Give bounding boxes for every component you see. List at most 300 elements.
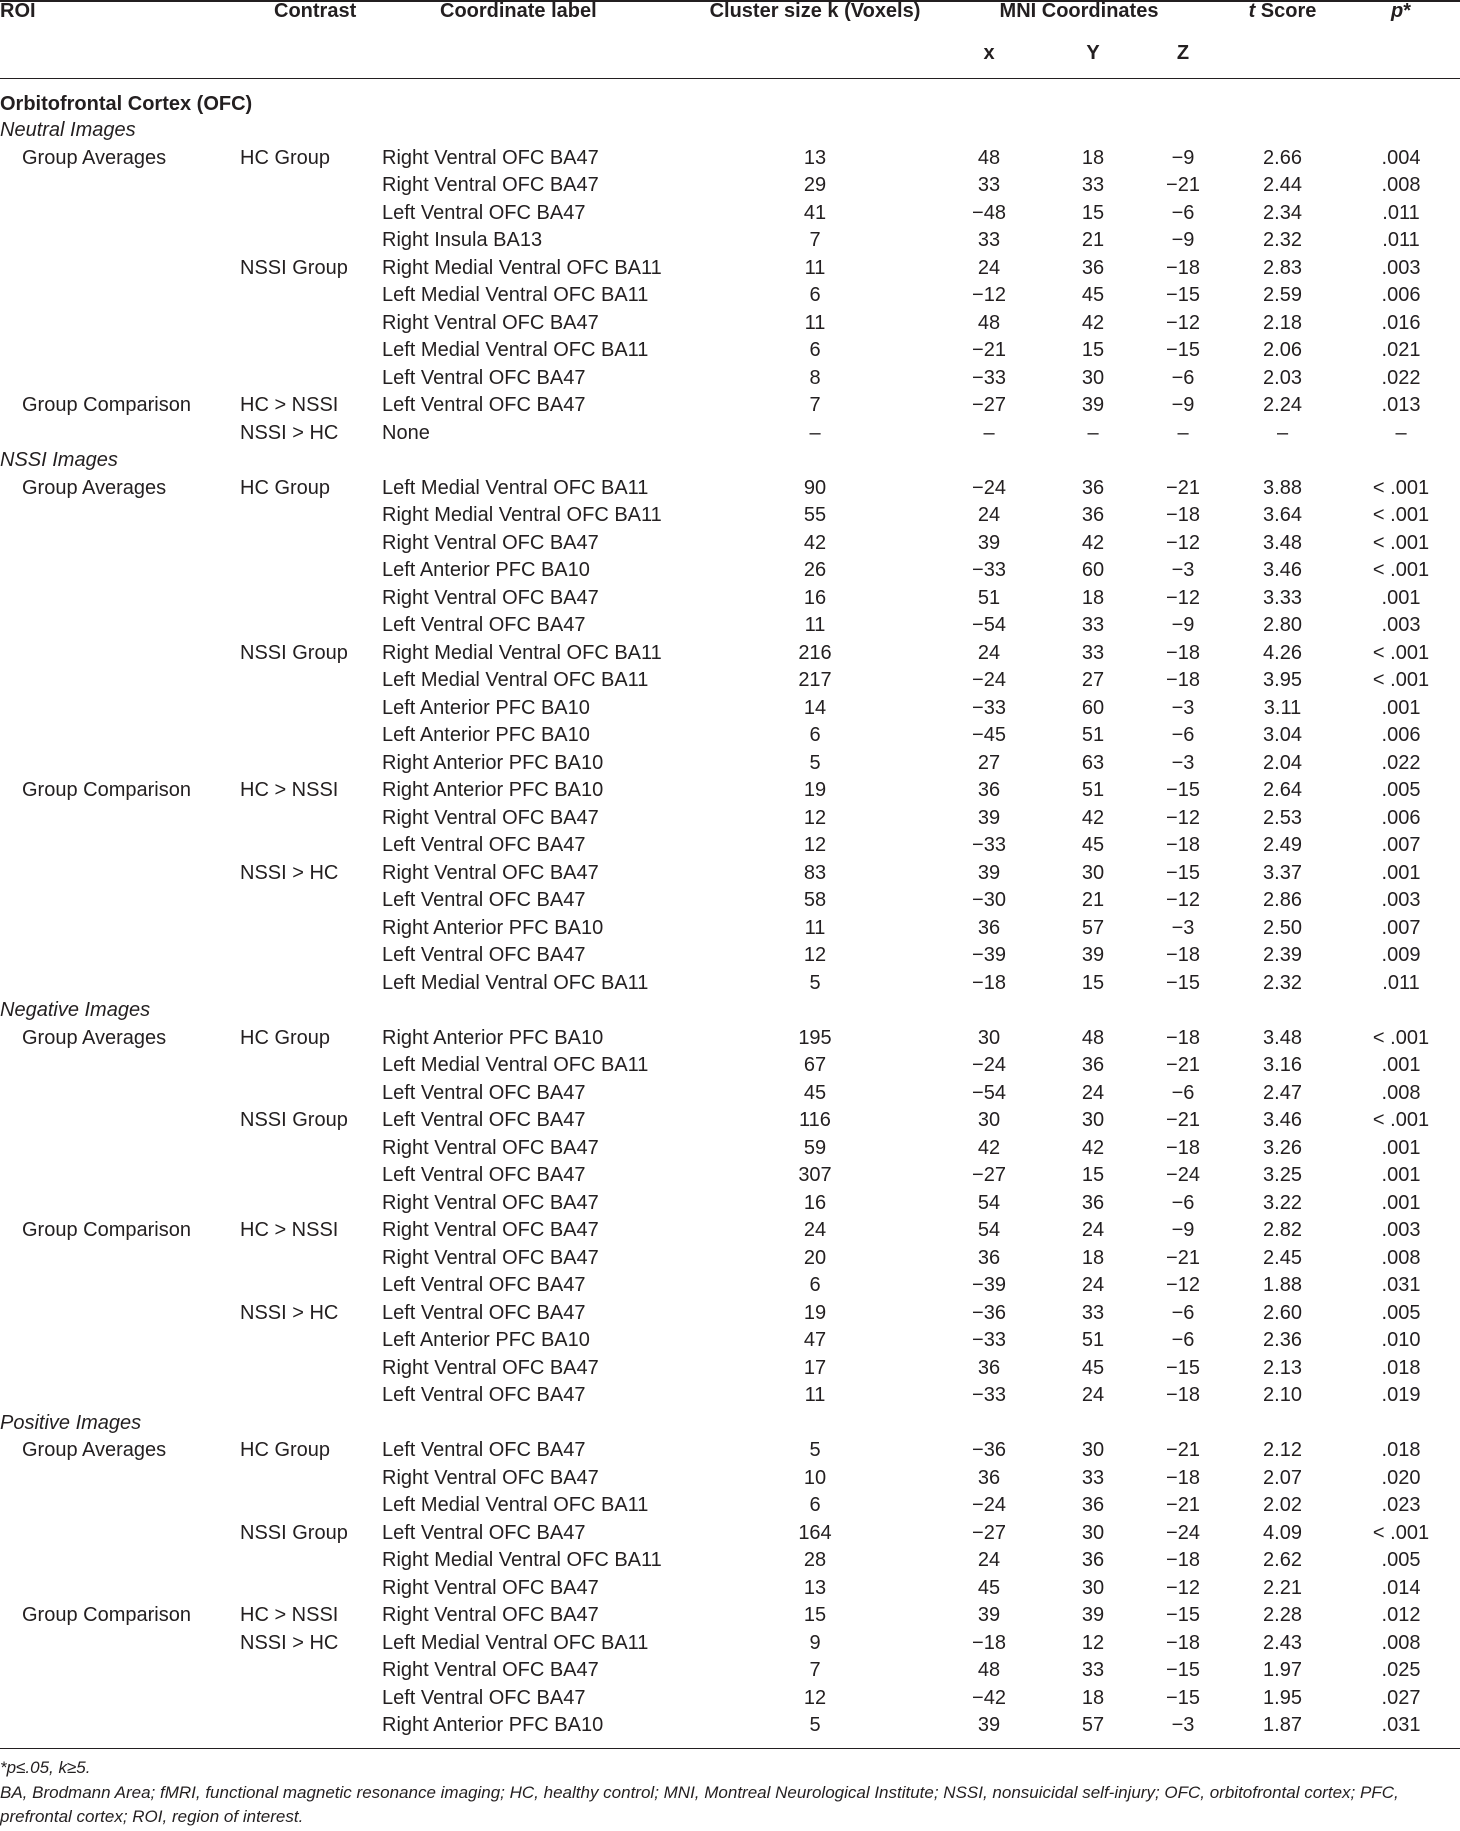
subsection-row bbox=[0, 117, 1460, 145]
cell-mni-z: −9 bbox=[1171, 394, 1195, 416]
cell-cluster-size: 90 bbox=[803, 476, 827, 499]
cell-t-score: 2.24 bbox=[1263, 394, 1302, 416]
cell-cluster-size: 217 bbox=[798, 669, 832, 691]
cell-coordinate-label: Left Anterior PFC BA10 bbox=[382, 696, 590, 719]
cell-mni-y: 36 bbox=[1081, 504, 1105, 526]
cell-mni-y: 15 bbox=[1081, 971, 1105, 994]
cell-roi bbox=[0, 282, 232, 310]
table-row bbox=[0, 310, 1460, 338]
cell-coordinate-label: Left Anterior PFC BA10 bbox=[382, 1329, 590, 1351]
cell-t-score: 2.13 bbox=[1263, 1356, 1302, 1379]
cell-mni-x: −24 bbox=[972, 1054, 1006, 1076]
cell-contrast bbox=[232, 282, 382, 310]
cell-contrast: NSSI Group bbox=[240, 256, 348, 279]
cell-mni-x: −36 bbox=[972, 1439, 1006, 1461]
cell-mni-z: −18 bbox=[1166, 1136, 1200, 1159]
table-row bbox=[0, 1712, 1460, 1740]
cell-mni-z: −15 bbox=[1166, 779, 1200, 801]
cell-mni-y: 63 bbox=[1081, 751, 1105, 774]
table-row bbox=[0, 1355, 1460, 1383]
cell-roi bbox=[0, 832, 232, 860]
cell-p-value: .005 bbox=[1381, 1549, 1421, 1571]
col-header-z: Z bbox=[1176, 42, 1190, 64]
table-row bbox=[0, 942, 1460, 970]
table-row bbox=[0, 337, 1460, 365]
p-symbol: p bbox=[1390, 0, 1404, 22]
cell-coordinate-label: Left Medial Ventral OFC BA11 bbox=[382, 476, 649, 499]
cell-coordinate-label: Left Ventral OFC BA47 bbox=[382, 1521, 586, 1544]
subheader-row bbox=[0, 42, 1460, 79]
cell-t-score: 3.04 bbox=[1263, 724, 1302, 746]
cell-t-score: 3.25 bbox=[1263, 1164, 1302, 1186]
table-row bbox=[0, 1245, 1460, 1273]
col-header-t-score bbox=[1223, 0, 1342, 42]
cell-roi bbox=[0, 1492, 232, 1520]
cell-roi bbox=[0, 860, 232, 888]
cell-roi: Group Averages bbox=[22, 146, 167, 169]
cell-mni-z: −9 bbox=[1171, 1219, 1195, 1241]
cell-roi bbox=[0, 1520, 232, 1548]
cell-coordinate-label: Right Ventral OFC BA47 bbox=[382, 806, 599, 829]
cell-mni-y: 30 bbox=[1081, 366, 1105, 389]
cell-p-value: .022 bbox=[1381, 366, 1421, 389]
cell-mni-z: −18 bbox=[1166, 944, 1200, 966]
cell-p-value: – bbox=[1395, 421, 1407, 444]
cell-t-score: 3.64 bbox=[1263, 504, 1302, 526]
cell-mni-z: −6 bbox=[1171, 1329, 1195, 1351]
cell-p-value: .001 bbox=[1381, 1136, 1421, 1159]
cell-contrast bbox=[232, 1052, 382, 1080]
cell-coordinate-label: Right Medial Ventral OFC BA11 bbox=[382, 504, 662, 526]
cell-cluster-size: 11 bbox=[804, 256, 826, 279]
cell-mni-x: −39 bbox=[972, 1274, 1006, 1296]
cell-cluster-size: 16 bbox=[803, 586, 827, 609]
cell-mni-z: −18 bbox=[1166, 1631, 1200, 1654]
cell-roi: Group Comparison bbox=[22, 394, 191, 416]
table-row bbox=[0, 640, 1460, 668]
cell-roi: Group Averages bbox=[22, 1439, 167, 1461]
cell-mni-x: −39 bbox=[972, 944, 1006, 966]
table-row bbox=[0, 1217, 1460, 1245]
table-row bbox=[0, 200, 1460, 228]
cell-t-score: 3.11 bbox=[1263, 696, 1302, 719]
cell-mni-y: 30 bbox=[1081, 861, 1105, 884]
cell-p-value: < .001 bbox=[1372, 669, 1430, 691]
cell-coordinate-label: Right Ventral OFC BA47 bbox=[382, 1356, 599, 1379]
cell-p-value: .025 bbox=[1381, 1659, 1421, 1681]
cell-p-value: .008 bbox=[1381, 174, 1421, 196]
cell-roi bbox=[0, 750, 232, 778]
cell-mni-y: 24 bbox=[1081, 1081, 1105, 1104]
cell-coordinate-label: Left Anterior PFC BA10 bbox=[382, 724, 590, 746]
cell-mni-x: −24 bbox=[972, 669, 1006, 691]
cell-t-score: 1.95 bbox=[1263, 1686, 1302, 1709]
cell-mni-y: 30 bbox=[1081, 1576, 1105, 1599]
cell-t-score: 4.09 bbox=[1263, 1521, 1302, 1544]
cell-contrast: NSSI Group bbox=[240, 641, 348, 664]
cell-mni-y: 33 bbox=[1081, 1466, 1105, 1489]
cell-p-value: .003 bbox=[1381, 256, 1421, 279]
cell-p-value: .009 bbox=[1381, 944, 1421, 966]
table-bottom-rule bbox=[0, 1748, 1460, 1749]
cell-roi bbox=[0, 1327, 232, 1355]
cell-mni-x: −33 bbox=[972, 366, 1006, 389]
cell-contrast bbox=[232, 1492, 382, 1520]
subsection-title: NSSI Images bbox=[0, 449, 118, 471]
cell-t-score: 3.46 bbox=[1263, 559, 1302, 581]
cell-cluster-size: 216 bbox=[798, 641, 832, 664]
cell-mni-x: 39 bbox=[977, 861, 1001, 884]
subsection-title: Neutral Images bbox=[0, 119, 136, 141]
cell-mni-x: −27 bbox=[972, 1521, 1006, 1544]
cell-mni-y: 39 bbox=[1081, 944, 1105, 966]
col-header-contrast: Contrast bbox=[274, 0, 357, 22]
cell-coordinate-label: Right Insula BA13 bbox=[382, 229, 543, 251]
cell-cluster-size: 58 bbox=[803, 889, 827, 911]
subsection-row bbox=[0, 1410, 1460, 1438]
cell-p-value: .004 bbox=[1381, 146, 1421, 169]
cell-contrast bbox=[232, 1272, 382, 1300]
cell-t-score: 2.66 bbox=[1263, 146, 1302, 169]
cell-mni-z: −3 bbox=[1171, 916, 1195, 939]
cell-roi bbox=[0, 1712, 232, 1740]
footnote-abbreviations: BA, Brodmann Area; fMRI, functional magnetic resonance imaging; HC, healthy control; MNI, Montreal Neurological Institute; NSSI, nonsuicidal self-injury; OFC, orbitofrontal cortex; PFC, prefrontal cortex; ROI, region of interest. bbox=[0, 1783, 1399, 1826]
cell-roi bbox=[0, 310, 232, 338]
cell-mni-y: 24 bbox=[1081, 1219, 1105, 1241]
cell-t-score: 3.95 bbox=[1263, 669, 1302, 691]
cell-mni-y: 30 bbox=[1081, 1109, 1105, 1131]
cell-mni-x: – bbox=[983, 421, 995, 444]
cell-t-score: 2.82 bbox=[1263, 1219, 1302, 1241]
cell-coordinate-label: Left Medial Ventral OFC BA11 bbox=[382, 339, 649, 361]
cell-t-score: 3.46 bbox=[1263, 1109, 1302, 1131]
cell-cluster-size: 41 bbox=[803, 201, 827, 224]
table-row bbox=[0, 475, 1460, 503]
cell-cluster-size: 6 bbox=[809, 724, 821, 746]
cell-t-score: 2.32 bbox=[1263, 971, 1302, 994]
section-title: Orbitofrontal Cortex (OFC) bbox=[0, 93, 253, 115]
cell-roi bbox=[0, 1300, 232, 1328]
cell-mni-y: 42 bbox=[1081, 531, 1105, 554]
p-star: * bbox=[1403, 0, 1411, 22]
col-header-x: x bbox=[983, 42, 995, 64]
header-row bbox=[0, 0, 1460, 42]
cell-mni-z: – bbox=[1177, 421, 1189, 444]
cell-coordinate-label: Left Ventral OFC BA47 bbox=[382, 614, 586, 636]
table-row bbox=[0, 612, 1460, 640]
cell-coordinate-label: Left Ventral OFC BA47 bbox=[382, 1384, 586, 1406]
cell-t-score: 2.04 bbox=[1263, 751, 1302, 774]
cell-cluster-size: 17 bbox=[803, 1356, 827, 1379]
cell-roi bbox=[0, 172, 232, 200]
cell-t-score: 1.87 bbox=[1263, 1714, 1302, 1736]
cell-mni-x: 48 bbox=[977, 146, 1001, 169]
table-row bbox=[0, 145, 1460, 173]
cell-mni-y: 24 bbox=[1081, 1384, 1105, 1406]
cell-mni-z: −3 bbox=[1171, 1714, 1195, 1736]
cell-coordinate-label: Right Ventral OFC BA47 bbox=[382, 861, 599, 884]
cell-cluster-size: 12 bbox=[803, 806, 827, 829]
cell-contrast bbox=[232, 1327, 382, 1355]
cell-coordinate-label: Left Ventral OFC BA47 bbox=[382, 1439, 586, 1461]
cell-mni-y: 60 bbox=[1081, 696, 1105, 719]
cell-contrast bbox=[232, 337, 382, 365]
cell-mni-z: −12 bbox=[1166, 889, 1200, 911]
cell-mni-x: 36 bbox=[977, 1466, 1001, 1489]
cell-t-score: 3.22 bbox=[1263, 1191, 1302, 1214]
cell-mni-x: 24 bbox=[977, 641, 1001, 664]
cell-t-score: 2.44 bbox=[1263, 174, 1302, 196]
cell-cluster-size: 24 bbox=[803, 1219, 827, 1241]
cell-contrast bbox=[232, 172, 382, 200]
cell-p-value: .007 bbox=[1381, 916, 1421, 939]
cell-coordinate-label: Left Ventral OFC BA47 bbox=[382, 394, 586, 416]
cell-cluster-size: 28 bbox=[803, 1549, 827, 1571]
cell-cluster-size: 5 bbox=[809, 751, 821, 774]
cell-cluster-size: 10 bbox=[803, 1466, 827, 1489]
cell-mni-y: 15 bbox=[1081, 1164, 1105, 1186]
cell-contrast bbox=[232, 585, 382, 613]
table-row bbox=[0, 887, 1460, 915]
cell-contrast bbox=[232, 1382, 382, 1410]
footnote-significance: *p≤.05, k≥5. bbox=[0, 1758, 91, 1777]
table-row bbox=[0, 1107, 1460, 1135]
table-row bbox=[0, 1657, 1460, 1685]
cell-contrast: NSSI > HC bbox=[240, 421, 339, 444]
cell-mni-x: 36 bbox=[977, 1356, 1001, 1379]
cell-p-value: < .001 bbox=[1372, 1109, 1430, 1131]
cell-mni-z: −3 bbox=[1171, 696, 1195, 719]
table-row bbox=[0, 860, 1460, 888]
cell-mni-y: 15 bbox=[1081, 339, 1105, 361]
cell-coordinate-label: Right Medial Ventral OFC BA11 bbox=[382, 256, 662, 279]
cell-mni-x: 30 bbox=[977, 1109, 1001, 1131]
table-row bbox=[0, 1300, 1460, 1328]
cell-t-score: 3.26 bbox=[1263, 1136, 1302, 1159]
cell-p-value: .001 bbox=[1381, 1054, 1421, 1076]
cell-roi bbox=[0, 805, 232, 833]
cell-contrast: HC > NSSI bbox=[240, 1604, 339, 1626]
cell-contrast: HC Group bbox=[240, 146, 331, 169]
table-row bbox=[0, 1272, 1460, 1300]
cell-coordinate-label: Right Ventral OFC BA47 bbox=[382, 1659, 599, 1681]
cell-contrast bbox=[232, 1135, 382, 1163]
cell-cluster-size: 195 bbox=[798, 1026, 832, 1049]
cell-roi bbox=[0, 1080, 232, 1108]
cell-t-score: 4.26 bbox=[1263, 641, 1302, 664]
cell-p-value: .020 bbox=[1381, 1466, 1421, 1489]
cell-mni-z: −21 bbox=[1166, 1054, 1200, 1076]
cell-t-score: 2.02 bbox=[1263, 1494, 1302, 1516]
cell-contrast bbox=[232, 200, 382, 228]
cell-mni-z: −9 bbox=[1171, 229, 1195, 251]
cell-coordinate-label: Left Ventral OFC BA47 bbox=[382, 944, 586, 966]
cell-mni-y: 18 bbox=[1081, 586, 1105, 609]
cell-p-value: .013 bbox=[1381, 394, 1421, 416]
cell-mni-z: −21 bbox=[1166, 1109, 1200, 1131]
cell-cluster-size: 12 bbox=[803, 1686, 827, 1709]
cell-cluster-size: 42 bbox=[803, 531, 827, 554]
cell-mni-y: 39 bbox=[1081, 394, 1105, 416]
cell-cluster-size: 29 bbox=[803, 174, 827, 196]
table-row bbox=[0, 255, 1460, 283]
cell-mni-x: 24 bbox=[977, 504, 1001, 526]
cell-mni-x: 39 bbox=[977, 806, 1001, 829]
cell-mni-z: −18 bbox=[1166, 641, 1200, 664]
cell-contrast bbox=[232, 1657, 382, 1685]
cell-contrast bbox=[232, 1355, 382, 1383]
cell-t-score: 2.28 bbox=[1263, 1604, 1302, 1626]
cell-mni-y: 36 bbox=[1081, 1549, 1105, 1571]
cell-roi bbox=[0, 557, 232, 585]
table-row bbox=[0, 1465, 1460, 1493]
cell-t-score: 2.07 bbox=[1263, 1466, 1302, 1489]
cell-mni-z: −15 bbox=[1166, 1659, 1200, 1681]
cell-cluster-size: 55 bbox=[803, 504, 827, 526]
table-row bbox=[0, 1520, 1460, 1548]
cell-mni-y: 36 bbox=[1081, 476, 1105, 499]
cell-roi bbox=[0, 200, 232, 228]
cell-t-score: 1.88 bbox=[1263, 1274, 1302, 1296]
cell-mni-x: −33 bbox=[972, 696, 1006, 719]
cell-t-score: 2.39 bbox=[1263, 944, 1302, 966]
cell-coordinate-label: Right Ventral OFC BA47 bbox=[382, 146, 599, 169]
cell-coordinate-label: Left Ventral OFC BA47 bbox=[382, 1686, 586, 1709]
table-row bbox=[0, 667, 1460, 695]
cell-mni-x: −33 bbox=[972, 834, 1006, 856]
cell-contrast: NSSI > HC bbox=[240, 1301, 339, 1324]
table-row bbox=[0, 365, 1460, 393]
cell-mni-y: 30 bbox=[1081, 1439, 1105, 1461]
cell-contrast bbox=[232, 1712, 382, 1740]
cell-mni-x: −18 bbox=[972, 1631, 1006, 1654]
cell-p-value: .031 bbox=[1381, 1714, 1421, 1736]
table-row bbox=[0, 585, 1460, 613]
cell-cluster-size: 26 bbox=[803, 559, 827, 581]
table-row bbox=[0, 1437, 1460, 1465]
cell-p-value: .006 bbox=[1381, 724, 1421, 746]
cell-contrast: NSSI Group bbox=[240, 1109, 348, 1131]
cell-coordinate-label: Left Ventral OFC BA47 bbox=[382, 1301, 586, 1324]
cell-mni-z: −21 bbox=[1166, 1439, 1200, 1461]
cell-mni-y: 33 bbox=[1081, 1659, 1105, 1681]
cell-p-value: < .001 bbox=[1372, 531, 1430, 554]
cell-mni-x: −30 bbox=[972, 889, 1006, 911]
cell-cluster-size: 59 bbox=[803, 1136, 827, 1159]
cell-t-score: 2.10 bbox=[1263, 1384, 1302, 1406]
cell-cluster-size: 12 bbox=[803, 944, 827, 966]
cell-contrast bbox=[232, 1245, 382, 1273]
table-row bbox=[0, 1162, 1460, 1190]
cell-cluster-size: 13 bbox=[803, 146, 827, 169]
cell-mni-z: −18 bbox=[1166, 1549, 1200, 1571]
cell-mni-z: −18 bbox=[1166, 834, 1200, 856]
cell-mni-x: 54 bbox=[977, 1219, 1001, 1241]
cell-mni-z: −15 bbox=[1166, 284, 1200, 306]
cell-coordinate-label: Left Medial Ventral OFC BA11 bbox=[382, 1054, 649, 1076]
cell-t-score: 3.48 bbox=[1263, 1026, 1302, 1049]
cell-mni-x: −12 bbox=[972, 284, 1006, 306]
cell-coordinate-label: Left Ventral OFC BA47 bbox=[382, 1109, 586, 1131]
table-row bbox=[0, 1327, 1460, 1355]
cell-mni-x: 33 bbox=[977, 229, 1001, 251]
cell-mni-x: 39 bbox=[977, 531, 1001, 554]
cell-coordinate-label: Right Anterior PFC BA10 bbox=[382, 1026, 604, 1049]
cell-contrast bbox=[232, 1080, 382, 1108]
cell-cluster-size: 6 bbox=[809, 1274, 821, 1296]
cell-contrast: HC > NSSI bbox=[240, 1219, 339, 1241]
cell-roi: Group Averages bbox=[22, 476, 167, 499]
cell-mni-z: −24 bbox=[1166, 1521, 1200, 1544]
cell-mni-y: 18 bbox=[1081, 1246, 1105, 1269]
cell-mni-x: 45 bbox=[977, 1576, 1001, 1599]
cell-t-score: 2.86 bbox=[1263, 889, 1302, 911]
cell-t-score: 2.36 bbox=[1263, 1329, 1302, 1351]
cell-coordinate-label: Right Ventral OFC BA47 bbox=[382, 1219, 599, 1241]
col-header-coordinate-label: Coordinate label bbox=[440, 0, 597, 22]
cell-p-value: .010 bbox=[1381, 1329, 1421, 1351]
cell-mni-y: 33 bbox=[1081, 174, 1105, 196]
col-header-mni-coordinates: MNI Coordinates bbox=[999, 0, 1159, 22]
cell-mni-z: −6 bbox=[1171, 366, 1195, 389]
cell-cluster-size: 13 bbox=[803, 1576, 827, 1599]
cell-roi bbox=[0, 1052, 232, 1080]
subsection-row bbox=[0, 447, 1460, 475]
cell-coordinate-label: Left Ventral OFC BA47 bbox=[382, 366, 586, 389]
cell-t-score: 2.32 bbox=[1263, 229, 1302, 251]
cell-mni-y: 36 bbox=[1081, 256, 1105, 279]
cell-t-score: 2.12 bbox=[1263, 1439, 1302, 1461]
cell-mni-z: −12 bbox=[1166, 1274, 1200, 1296]
cell-p-value: .001 bbox=[1381, 1191, 1421, 1214]
cell-mni-x: −48 bbox=[972, 201, 1006, 224]
cell-mni-y: 18 bbox=[1081, 1686, 1105, 1709]
table-row bbox=[0, 227, 1460, 255]
cell-t-score: 2.03 bbox=[1263, 366, 1302, 389]
table-row bbox=[0, 970, 1460, 998]
cell-coordinate-label: Left Medial Ventral OFC BA11 bbox=[382, 1631, 649, 1654]
table-row bbox=[0, 530, 1460, 558]
cell-cluster-size: 20 bbox=[803, 1246, 827, 1269]
cell-p-value: .011 bbox=[1382, 201, 1420, 224]
cell-p-value: .006 bbox=[1381, 806, 1421, 829]
cell-t-score: 3.48 bbox=[1263, 531, 1302, 554]
cell-mni-z: −3 bbox=[1171, 751, 1195, 774]
cell-cluster-size: 14 bbox=[803, 696, 827, 719]
cell-roi bbox=[0, 255, 232, 283]
cell-roi bbox=[0, 1630, 232, 1658]
cell-mni-z: −21 bbox=[1166, 1246, 1200, 1269]
table-row bbox=[0, 915, 1460, 943]
cell-mni-y: 39 bbox=[1081, 1604, 1105, 1626]
table-row bbox=[0, 750, 1460, 778]
cell-p-value: .031 bbox=[1381, 1274, 1421, 1296]
cell-roi bbox=[0, 227, 232, 255]
cell-roi bbox=[0, 1162, 232, 1190]
cell-contrast bbox=[232, 695, 382, 723]
cell-coordinate-label: Left Ventral OFC BA47 bbox=[382, 1274, 586, 1296]
cell-p-value: .018 bbox=[1381, 1439, 1421, 1461]
cell-mni-x: −21 bbox=[972, 339, 1006, 361]
table-row bbox=[0, 805, 1460, 833]
table-row bbox=[0, 557, 1460, 585]
cell-p-value: .008 bbox=[1381, 1246, 1421, 1269]
cell-roi bbox=[0, 887, 232, 915]
cell-roi bbox=[0, 420, 232, 448]
cell-t-score: 2.21 bbox=[1263, 1576, 1302, 1599]
cell-mni-y: 57 bbox=[1081, 916, 1105, 939]
cell-contrast: HC > NSSI bbox=[240, 779, 339, 801]
